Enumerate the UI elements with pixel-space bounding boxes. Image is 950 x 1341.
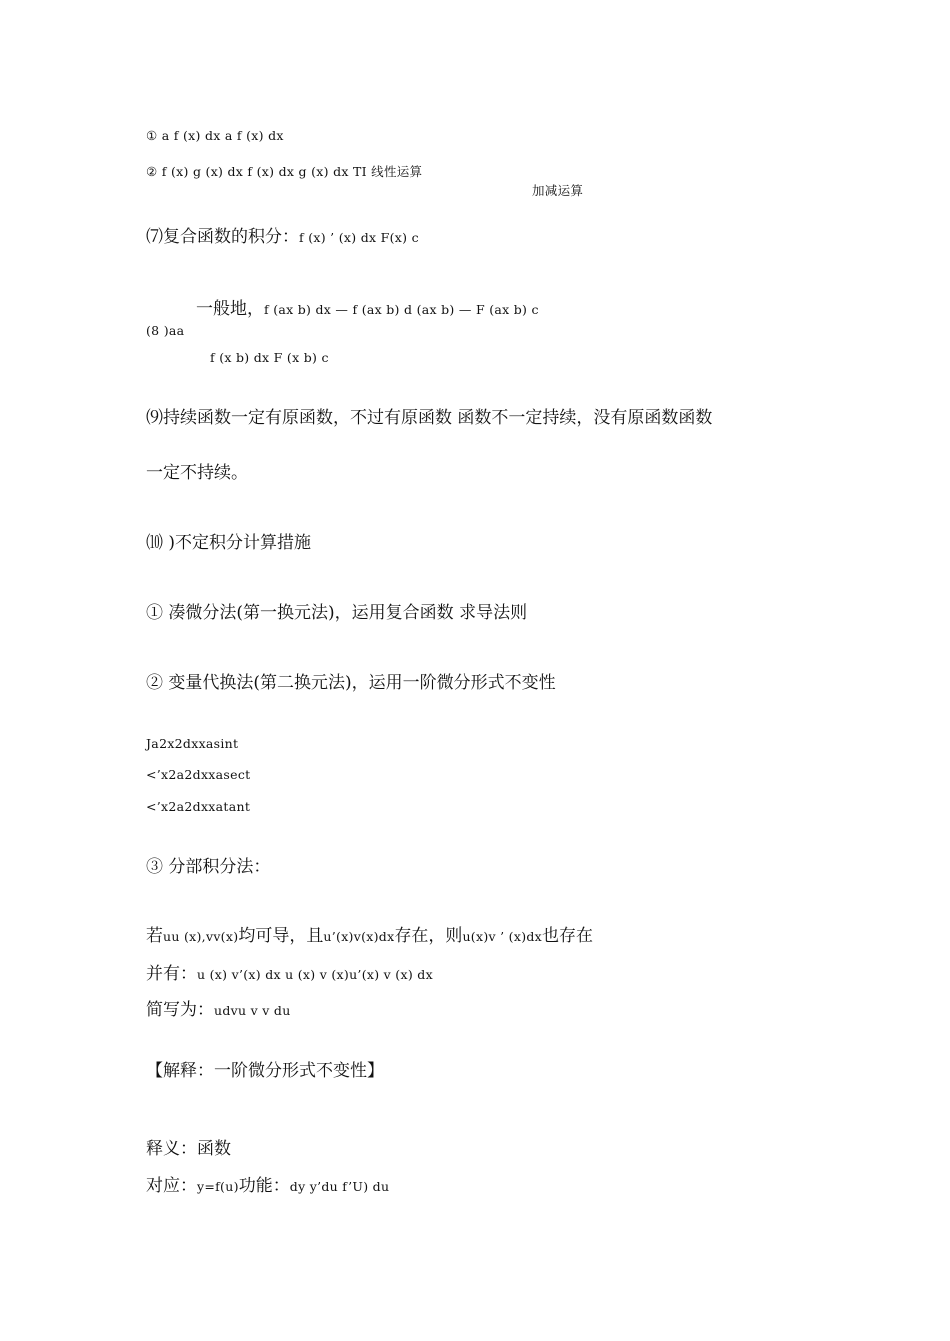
integration-by-parts-condition: [146, 928, 593, 945]
substitution-2: <’x2a2dxxasect: [146, 767, 251, 782]
section-9-line-1: ⑼持续函数一定有原函数，不过有原函数 函数不一定持续，没有原函数函数: [146, 408, 713, 428]
short-label: 简写为：: [146, 1000, 214, 1020]
substitution-3: <’x2a2dxxatant: [146, 799, 251, 814]
explanation-heading: 【解释：一阶微分形式不变性】: [146, 1061, 384, 1081]
section-8-label: (8 )aa: [146, 323, 185, 338]
general-line: [196, 301, 539, 318]
section-9-line-2: 一定不持续。: [146, 463, 248, 483]
condition-text-3: 存在，则: [394, 926, 463, 946]
general-label: 一般地，: [196, 299, 264, 319]
method-3: ③ 分部积分法：: [146, 857, 271, 877]
integration-by-parts-short: [146, 1002, 291, 1019]
condition-formula-1: uu (x),vv(x): [163, 929, 239, 944]
condition-formula-3: u(x)v ’ (x)dx: [462, 929, 543, 944]
formula-line-1: ① a f (x) dx a f (x) dx: [146, 128, 284, 143]
method-1: ① 凑微分法(第一换元法)，运用复合函数 求导法则: [146, 603, 528, 623]
condition-text-2: 均可导，且: [238, 926, 324, 946]
integration-by-parts-formula: [146, 966, 433, 983]
section-7: [146, 229, 419, 246]
general-formula: f (ax b) dx — f (ax b) d (ax b) — F (ax b) c: [264, 302, 539, 317]
section-7-heading: ⑺复合函数的积分：: [146, 227, 299, 247]
section-7-formula: f (x) ’ (x) dx F(x) c: [299, 230, 419, 245]
condition-formula-2: u’(x)v(x)dx: [323, 929, 395, 944]
formula-line-2-note: 加减运算: [532, 183, 584, 198]
definition-line: 释义：函数: [146, 1139, 231, 1159]
substitution-1: Ja2x2dxxasint: [146, 736, 239, 751]
function-label: 功能：: [238, 1176, 290, 1196]
condition-text-4: 也存在: [542, 926, 594, 946]
method-2: ② 变量代换法(第二换元法)，运用一阶微分形式不变性: [146, 673, 556, 693]
condition-text-1: 若: [146, 926, 163, 946]
correspondence-line: [146, 1178, 389, 1195]
formula-line-2: ② f (x) g (x) dx f (x) dx g (x) dx TI 线性运算: [146, 164, 423, 179]
section-10-heading: ⑽ )不定积分计算措施: [146, 533, 312, 553]
short-formula: udvu v v du: [214, 1003, 291, 1018]
formula-label: 并有：: [146, 964, 197, 984]
section-8-formula: f (x b) dx F (x b) c: [210, 350, 329, 365]
correspondence-label: 对应：: [146, 1176, 197, 1196]
differential-formula: dy y’du f’U) du: [289, 1179, 390, 1194]
formula-body: u (x) v’(x) dx u (x) v (x)u’(x) v (x) dx: [197, 967, 433, 982]
function-formula: y=f(u): [197, 1179, 239, 1194]
